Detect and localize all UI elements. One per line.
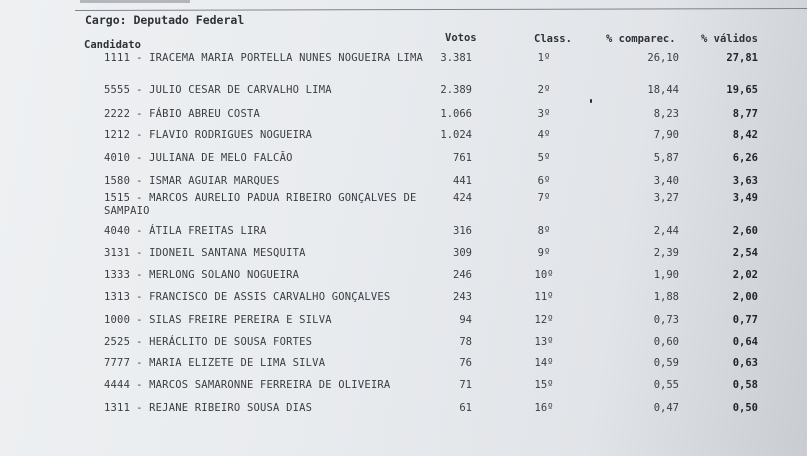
votes-cell: 309 bbox=[453, 247, 472, 259]
rank-cell: 16º bbox=[534, 402, 554, 414]
candidate-number: 1111 bbox=[104, 52, 131, 64]
turnout-percent-cell: 18,44 bbox=[647, 84, 679, 96]
turnout-percent-cell: 5,87 bbox=[653, 152, 679, 164]
header-votos: Votos bbox=[445, 32, 477, 44]
turnout-percent-cell: 1,88 bbox=[653, 291, 679, 303]
votes-cell: 1.024 bbox=[440, 129, 472, 141]
candidate-name: - JULIANA DE MELO FALCÃO bbox=[136, 152, 293, 164]
valid-percent-cell: 3,49 bbox=[732, 192, 758, 204]
candidate-number: 4444 bbox=[104, 379, 131, 391]
header-validos: % válidos bbox=[701, 33, 758, 45]
votes-cell: 761 bbox=[453, 152, 472, 164]
candidate-number: 1580 bbox=[104, 175, 131, 187]
turnout-percent-cell: 0,60 bbox=[653, 336, 679, 348]
turnout-percent-cell: 26,10 bbox=[647, 52, 679, 64]
candidate-number: 2222 bbox=[104, 108, 131, 120]
candidate-name-cell bbox=[104, 192, 424, 218]
turnout-percent-cell: 2,39 bbox=[653, 247, 679, 259]
turnout-percent-cell: 7,90 bbox=[653, 129, 679, 141]
candidate-name-cell bbox=[104, 129, 424, 142]
rank-cell: 6º bbox=[537, 175, 551, 187]
candidate-number: 1212 bbox=[104, 129, 131, 141]
candidate-number: 1311 bbox=[104, 402, 131, 414]
candidate-name-cell bbox=[104, 269, 424, 282]
votes-cell: 61 bbox=[459, 402, 472, 414]
rank-cell: 5º bbox=[537, 152, 551, 164]
candidate-name-cell bbox=[104, 152, 424, 165]
valid-percent-cell: 0,63 bbox=[732, 357, 758, 369]
votes-cell: 243 bbox=[453, 291, 472, 303]
candidate-number: 4010 bbox=[104, 152, 131, 164]
valid-percent-cell: 2,60 bbox=[732, 225, 758, 237]
turnout-percent-cell: 1,90 bbox=[653, 269, 679, 281]
candidate-name-cell bbox=[104, 314, 424, 327]
valid-percent-cell: 8,77 bbox=[732, 108, 758, 120]
candidate-name: - MARCOS SAMARONNE FERREIRA DE OLIVEIRA bbox=[136, 379, 391, 391]
valid-percent-cell: 19,65 bbox=[726, 84, 758, 96]
rank-cell: 13º bbox=[534, 336, 554, 348]
header-candidato: Candidato bbox=[84, 39, 141, 51]
cargo-title: Cargo: Deputado Federal bbox=[85, 13, 245, 27]
rank-cell: 12º bbox=[534, 314, 554, 326]
votes-cell: 316 bbox=[453, 225, 472, 237]
candidate-name: - ISMAR AGUIAR MARQUES bbox=[136, 175, 280, 187]
candidate-name-cell bbox=[104, 291, 424, 304]
votes-cell: 94 bbox=[459, 314, 472, 326]
top-edge-text bbox=[80, 0, 190, 3]
valid-percent-cell: 0,77 bbox=[732, 314, 758, 326]
rank-cell: 4º bbox=[537, 129, 551, 141]
candidate-number: 2525 bbox=[104, 336, 131, 348]
votes-cell: 2.389 bbox=[440, 84, 472, 96]
votes-cell: 1.066 bbox=[440, 108, 472, 120]
valid-percent-cell: 0,64 bbox=[732, 336, 758, 348]
turnout-percent-cell: 0,55 bbox=[653, 379, 679, 391]
valid-percent-cell: 6,26 bbox=[732, 152, 758, 164]
candidate-name-cell bbox=[104, 336, 424, 349]
candidate-name-cell bbox=[104, 402, 424, 415]
candidate-name: - MARIA ELIZETE DE LIMA SILVA bbox=[136, 357, 326, 369]
candidate-name-cell bbox=[104, 225, 424, 238]
ink-speck bbox=[590, 99, 592, 103]
candidate-name: - ÁTILA FREITAS LIRA bbox=[136, 225, 267, 237]
candidate-name: - FLAVIO RODRIGUES NOGUEIRA bbox=[136, 129, 313, 141]
candidate-name: - JULIO CESAR DE CARVALHO LIMA bbox=[136, 84, 332, 96]
valid-percent-cell: 8,42 bbox=[732, 129, 758, 141]
valid-percent-cell: 3,63 bbox=[732, 175, 758, 187]
rank-cell: 7º bbox=[537, 192, 551, 204]
valid-percent-cell: 0,50 bbox=[732, 402, 758, 414]
header-comparec: % compareс. bbox=[606, 33, 676, 45]
candidate-name: - IRACEMA MARIA PORTELLA NUNES NOGUEIRA LIMA bbox=[136, 52, 424, 64]
candidate-name: - MARCOS AURELIO PADUA RIBEIRO GONÇALVES DE SAMPAIO bbox=[104, 192, 417, 217]
candidate-number: 3131 bbox=[104, 247, 131, 259]
rank-cell: 9º bbox=[537, 247, 551, 259]
turnout-percent-cell: 2,44 bbox=[653, 225, 679, 237]
candidate-number: 1313 bbox=[104, 291, 131, 303]
candidate-name: - HERÁCLITO DE SOUSA FORTES bbox=[136, 336, 313, 348]
candidate-name-cell bbox=[104, 108, 424, 121]
turnout-percent-cell: 3,40 bbox=[653, 175, 679, 187]
candidate-name-cell bbox=[104, 247, 424, 260]
turnout-percent-cell: 0,47 bbox=[653, 402, 679, 414]
candidate-number: 1333 bbox=[104, 269, 131, 281]
candidate-number: 1515 bbox=[104, 192, 131, 204]
rank-cell: 8º bbox=[537, 225, 551, 237]
votes-cell: 76 bbox=[459, 357, 472, 369]
votes-cell: 424 bbox=[453, 192, 472, 204]
rank-cell: 1º bbox=[537, 52, 551, 64]
turnout-percent-cell: 8,23 bbox=[653, 108, 679, 120]
candidate-name: - FÁBIO ABREU COSTA bbox=[136, 108, 261, 120]
candidate-name-cell bbox=[104, 84, 424, 97]
rank-cell: 10º bbox=[534, 269, 554, 281]
turnout-percent-cell: 0,59 bbox=[653, 357, 679, 369]
divider-rule bbox=[75, 8, 807, 11]
candidate-name: - FRANCISCO DE ASSIS CARVALHO GONÇALVES bbox=[136, 291, 391, 303]
votes-cell: 246 bbox=[453, 269, 472, 281]
votes-cell: 78 bbox=[459, 336, 472, 348]
candidate-number: 7777 bbox=[104, 357, 131, 369]
rank-cell: 15º bbox=[534, 379, 554, 391]
valid-percent-cell: 2,02 bbox=[732, 269, 758, 281]
header-class: Class. bbox=[534, 33, 572, 45]
rank-cell: 2º bbox=[537, 84, 551, 96]
candidate-name-cell bbox=[104, 175, 424, 188]
votes-cell: 3.381 bbox=[440, 52, 472, 64]
votes-cell: 71 bbox=[459, 379, 472, 391]
turnout-percent-cell: 3,27 bbox=[653, 192, 679, 204]
rank-cell: 11º bbox=[534, 291, 554, 303]
candidate-name: - REJANE RIBEIRO SOUSA DIAS bbox=[136, 402, 313, 414]
candidate-name: - IDONEIL SANTANA MESQUITA bbox=[136, 247, 306, 259]
candidate-number: 1000 bbox=[104, 314, 131, 326]
rank-cell: 14º bbox=[534, 357, 554, 369]
valid-percent-cell: 2,00 bbox=[732, 291, 758, 303]
rank-cell: 3º bbox=[537, 108, 551, 120]
candidate-number: 5555 bbox=[104, 84, 131, 96]
candidate-name: - MERLONG SOLANO NOGUEIRA bbox=[136, 269, 300, 281]
valid-percent-cell: 0,58 bbox=[732, 379, 758, 391]
candidate-number: 4040 bbox=[104, 225, 131, 237]
valid-percent-cell: 27,81 bbox=[726, 52, 758, 64]
candidate-name-cell bbox=[104, 357, 424, 370]
votes-cell: 441 bbox=[453, 175, 472, 187]
candidate-name-cell bbox=[104, 52, 424, 65]
candidate-name-cell bbox=[104, 379, 424, 392]
candidate-name: - SILAS FREIRE PEREIRA E SILVA bbox=[136, 314, 332, 326]
turnout-percent-cell: 0,73 bbox=[653, 314, 679, 326]
valid-percent-cell: 2,54 bbox=[732, 247, 758, 259]
